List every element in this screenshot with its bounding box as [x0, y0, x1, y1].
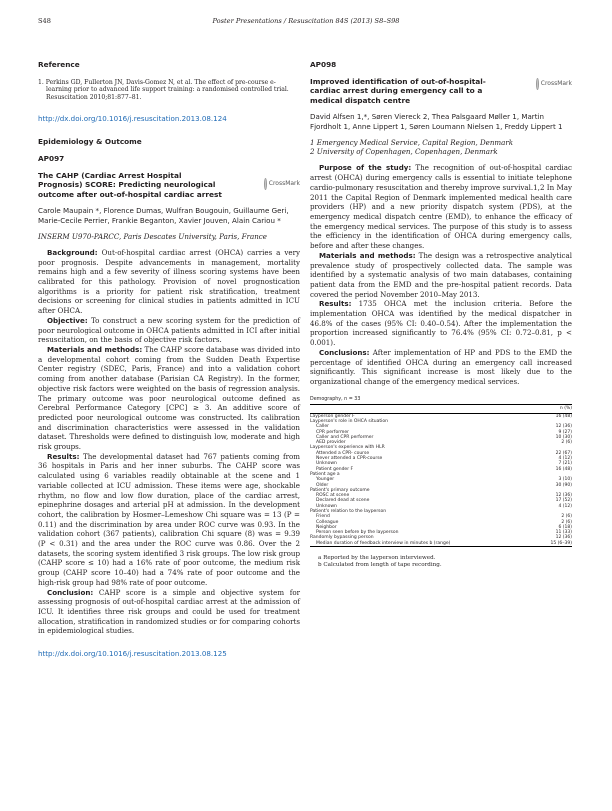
demography-table	[310, 404, 572, 547]
table-cell-label: Unknown	[316, 503, 337, 509]
table-footnotes	[310, 555, 572, 569]
table-cell-value: 7 (21)	[558, 461, 572, 467]
crossmark-icon	[536, 78, 539, 90]
table-cell-label: Friend	[316, 514, 330, 520]
table-cell-label: Unknown	[316, 461, 337, 467]
table-header-row	[310, 405, 572, 413]
purpose-label: Purpose of the study:	[319, 163, 412, 173]
table-cell-value: 22 (67)	[555, 450, 572, 456]
objective-text: To construct a new scoring system for the prediction of poor neurological outcome in OHCA patients admitted in ICI after initial resuscitation, on the basis of objective risk factors.	[38, 315, 300, 345]
conclusion-label: Conclusion:	[47, 587, 94, 597]
table-cell-value: 10 (30)	[555, 434, 572, 440]
results-label: Results:	[47, 451, 80, 461]
table-cell-label: Patient age a	[310, 471, 340, 477]
objective-label: Objective:	[47, 315, 88, 325]
table-cell-value: 2 (6)	[561, 514, 572, 520]
table-cell-label: Median duration of feedback interview in minutes b (range)	[310, 541, 537, 547]
table-cell-label: Attended a CPR- course	[316, 450, 370, 456]
affiliation: INSERM U970-PARCC, Paris Descates University, Paris, France	[38, 231, 267, 241]
table-cell-label: CPR performer	[316, 429, 349, 435]
page-number: S48	[38, 17, 51, 25]
methods-paragraph	[38, 345, 300, 452]
footnote-b: b Calculated from length of tape recording.	[318, 562, 442, 569]
conclusions-text: After implementation of HP and PDS to the EMD the percentage of identified OHCA during an emergency call increased significantly. This significant increase is most likely due to the organizational change of the emergency medical services.	[310, 347, 572, 386]
table-cell-value: 11 (33)	[555, 530, 572, 536]
table-cell-label: Randomly bypassing person	[310, 535, 374, 541]
table-cell-value: 9 (27)	[558, 429, 572, 435]
table-cell-label: Caller and CPR performer	[316, 434, 374, 440]
table-cell-label: ROSC at scene	[316, 493, 350, 499]
table-cell-value: 17 (52)	[555, 498, 572, 504]
abstract-id: AP097	[38, 153, 65, 163]
table-cell-value: 12 (36)	[555, 535, 572, 541]
conclusions-paragraph	[310, 348, 572, 387]
methods-paragraph	[310, 251, 572, 300]
table-cell-label: Declared dead at scene	[316, 498, 370, 504]
table-cell-label: Layperson's role in OHCA situation	[310, 418, 389, 424]
crossmark-badge[interactable]	[264, 177, 300, 191]
background-text: Out-of-hospital cardiac arrest (OHCA) carries a very poor prognosis. Despite advancements in management, mortality remains high and a few severity of illness scoring systems have been calibrated for this pathology. Provision of novel prognostication algorithms is a priority for patient risk stratification, treatment decisions or screening for clinical studies in patients admitted in ICU after OHCA.	[38, 247, 300, 316]
author-list: David Alfsen 1,*, Søren Viereck 2, Thea Palsgaard Møller 1, Martin Fjordholt 1, Anne Lippert 1, Søren Loumann Nielsen 1, Freddy Lippert 1	[310, 112, 563, 132]
affiliation-1: 1 Emergency Medical Service, Capital Region, Denmark	[310, 137, 514, 147]
table-cell-label: Never attended a CPR-course	[316, 456, 383, 462]
right-column	[310, 60, 572, 569]
table-cell-value: 12 (36)	[555, 424, 572, 430]
results-paragraph	[38, 452, 300, 588]
left-column	[38, 60, 300, 659]
table-cell-value: 16 (48)	[555, 413, 572, 419]
background-paragraph	[38, 248, 300, 316]
crossmark-label: CrossMark	[540, 79, 572, 87]
table-cell-label: Patient's relation to the layperson	[310, 509, 387, 514]
table-cell-value: 30 (90)	[555, 482, 572, 488]
table-header-n: n (%)	[537, 405, 572, 413]
table-cell-label: Younger	[316, 477, 335, 483]
results-paragraph	[310, 299, 572, 348]
table-cell-label: Colleague	[316, 519, 339, 525]
table-row	[310, 541, 572, 547]
crossmark-icon	[264, 178, 267, 190]
reference-heading: Reference	[38, 60, 80, 69]
table-cell-label: Older	[316, 482, 329, 488]
table-cell-label: Person seen before by the layperson	[316, 530, 399, 536]
crossmark-badge[interactable]	[536, 77, 572, 91]
methods-text: The design was a retrospective analytical prevalence study of prospectively collected data. The sample was identified by a systematic analysis of two main databases, containing patient data from the EMD and the pre-hospital patient records. Data covered the period November 2010–May 2013.	[310, 250, 572, 299]
table-cell-value: 15 (6–39)	[537, 541, 572, 547]
purpose-text: The recognition of out-of-hospital cardiac arrest (OHCA) during emergency calls is essential to initiate telephone cardio-pulmonary resuscitation and thereby improve survival.1,2 In May 2011 the Capital Region of Denmark implemented medical health care providers (HP) and a new priority dispatch system (PDS), at the emergency medical dispatch centre (EMD), to enhance the efficacy of the emergency medical services. The purpose of this study is to assess the efficiency in the identification of OHCA during emergency calls, before and after these changes.	[310, 163, 572, 251]
table-cell-label: Patient gender F	[316, 466, 354, 472]
table-cell-label: Patient's primary outcome	[310, 487, 370, 493]
abstract-title-block	[310, 77, 572, 106]
abstract-title-block	[38, 171, 300, 200]
table-cell-value: 2 (6)	[561, 440, 572, 446]
results-text: The developmental dataset had 767 patients coming from 36 hospitals in Paris and her inner suburbs. The CAHP score was calculated using 6 variables readily obtainable at the scene and 1 variable collected at ICU admission. These items were age, shockable rhythm, no flow and low flow duration, place of the cardiac arrest, epinephrine dosages and arterial pH at admission. In the development cohort, the calibration by Hosmer–Lemeshow Chi square was = 13 (P = 0.11) and the discrimination by area under ROC curve was 0.93. In the validation cohort (367 patients), calibration Chi square (8) was = 9.39 (P < 0.31) and the area under the ROC curve was 0.86. Over the 2 datasets, the scoring system identified 3 risk groups. The low risk group (CAHP score ≤ 10) had a 16% rate of poor outcome, the medium risk group (CAHP score 10–40) had a 74% rate of poor outcome and the high-risk group had 98% rate of poor outcome.	[38, 451, 301, 587]
table-header-empty	[310, 405, 537, 413]
methods-text: The CAHP score database was divided into a developmental cohort coming from the Sudden Death Expertise Center registry (SDEC, Paris, France) and into a validation cohort coming from another database (Parisian CA Registry). In the former, objective risk factors were weighted on the basis of regression analysis. The primary outcome was poor neurological outcome defined as Cerebral Performance Category [CPC] ≥ 3. An additive score of predicted poor neurological outcome was constructed. Its calibration and discrimination characteristics were assessed in the validation dataset. Thresholds were defined to distinguish low, moderate and high risk groups.	[38, 345, 300, 452]
conclusion-paragraph	[38, 588, 300, 637]
table-cell-label: Layperson's experience with HLR	[310, 445, 385, 451]
conclusion-text: CAHP score is a simple and objective system for assessing prognosis of out-of-hospital cardiac arrest at the admission of ICU. It identifies three risk groups and could be used for treatment allocation, stratification in randomized studies or for comparing cohorts in epidemiological studies.	[38, 587, 300, 636]
methods-label: Materials and methods:	[319, 250, 416, 260]
background-label: Background:	[47, 247, 98, 257]
abstract-title: Improved identification of out-of-hospital-cardiac arrest during emergency call to a medical dispatch centre	[310, 76, 486, 105]
methods-label: Materials and methods:	[47, 345, 143, 354]
section-heading: Epidemiology & Outcome	[38, 137, 142, 147]
table-cell-value: 2 (6)	[561, 519, 572, 525]
table-cell-value: 16 (48)	[555, 466, 572, 472]
results-text: 1735 OHCA met the inclusion criteria. Before the implementation OHCA was identified by the medical dispatcher in 46.8% of the cases (95% CI: 0.40–0.54). After the implementation the proportion increased significantly to 76.4% (95% CI: 0.72–0.81, p < 0.001).	[310, 299, 572, 348]
abstract-title: The CAHP (Cardiac Arrest Hospital Prognosis) SCORE: Predicting neurological outcome after out-of-hospital cardiac arrest	[38, 170, 222, 199]
doi-link-ap097[interactable]: http://dx.doi.org/10.1016/j.resuscitation.2013.08.125	[38, 649, 227, 659]
reference-item: 1. Perkins GD, Fullerton JN, Davis-Gomez N, et al. The effect of pre-course e-learning prior to advanced life support training: a randomised controlled trial. Resuscitation 2010;81:877–81.	[38, 78, 289, 101]
table-caption: Demography, n = 33	[310, 396, 361, 402]
table-cell-value: 4 (12)	[558, 456, 572, 462]
table-cell-value: 3 (10)	[558, 477, 572, 483]
table-cell-label: Caller	[316, 424, 330, 430]
footnote-a: a Reported by the layperson interviewed.	[318, 555, 436, 562]
results-label: Results:	[319, 299, 352, 309]
objective-paragraph	[38, 316, 300, 345]
table-cell-label: Layperson gender F	[310, 413, 355, 419]
doi-link-ap096[interactable]: http://dx.doi.org/10.1016/j.resuscitation.2013.08.124	[38, 114, 227, 124]
table-cell-value: 12 (36)	[555, 493, 572, 499]
author-list: Carole Maupain *, Florence Dumas, Wulfran Bougouin, Guillaume Geri, Marie-Cecile Perrier, Frankie Beganton, Xavier Jouven, Alain Cariou *	[38, 206, 289, 225]
crossmark-label: CrossMark	[268, 179, 300, 187]
table-cell-label: Neighbor	[316, 524, 337, 530]
conclusions-label: Conclusions:	[319, 347, 370, 357]
table-cell-label: AED provider	[316, 440, 346, 446]
affiliation-2: 2 University of Copenhagen, Copenhagen, Denmark	[310, 147, 498, 157]
table-cell-value: 4 (12)	[558, 503, 572, 509]
journal-title: Poster Presentations / Resuscitation 84S (2013) S8–S98	[212, 17, 400, 25]
abstract-id: AP098	[310, 60, 337, 69]
purpose-paragraph	[310, 163, 572, 250]
table-cell-value: 6 (18)	[558, 524, 572, 530]
